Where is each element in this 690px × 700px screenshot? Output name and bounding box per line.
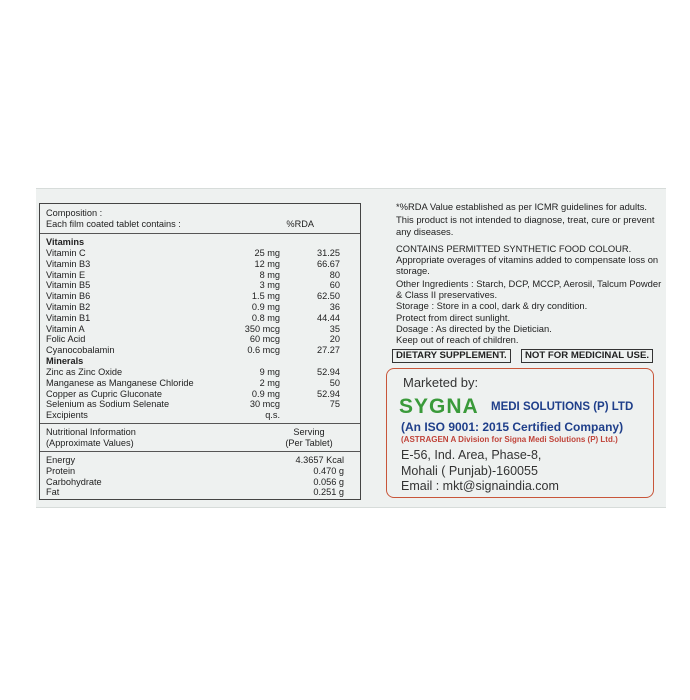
ingredient-name: Selenium as Sodium Selenate xyxy=(46,399,170,410)
other-ingredients: Other Ingredients : Starch, DCP, MCCP, Aerosil, Talcum Powder & Class II preservatives. xyxy=(396,277,662,301)
rda-header: %RDA xyxy=(286,219,314,229)
ingredient-quantity: 3 mg xyxy=(259,280,280,291)
sunlight-note: Protect from direct sunlight. xyxy=(396,311,511,323)
diagnose-note: This product is not intended to diagnose, treat, cure or prevent any diseases. xyxy=(396,214,655,237)
ingredient-quantity: 9 mg xyxy=(259,367,280,377)
mineral-row xyxy=(46,389,354,400)
divider xyxy=(40,451,360,452)
marketer-box xyxy=(386,368,654,498)
vitamin-row xyxy=(46,313,354,324)
ingredient-rda: 80 xyxy=(329,269,340,280)
divider xyxy=(40,233,360,234)
address-line1: E-56, Ind. Area, Phase-8, xyxy=(401,448,542,462)
vitamin-row xyxy=(46,302,354,313)
ingredient-rda: 31.25 xyxy=(317,248,340,258)
divider xyxy=(40,423,360,424)
vitamins-heading-row xyxy=(46,237,354,248)
not-medicinal-tag: NOT FOR MEDICINAL USE. xyxy=(521,349,653,363)
storage-note: Storage : Store in a cool, dark & dry condition. xyxy=(396,300,588,312)
composition-heading-row xyxy=(46,208,354,219)
iso-line: (An ISO 9001: 2015 Certified Company) xyxy=(401,420,624,434)
ingredient-quantity: 350 mcg xyxy=(244,323,280,334)
ingredient-quantity: 0.6 mcg xyxy=(247,345,280,356)
ingredient-quantity: 0.8 mg xyxy=(251,312,280,323)
nutrient-value: 0.251 g xyxy=(313,487,344,498)
nutrient-name: Fat xyxy=(46,487,60,498)
ingredient-quantity: 30 mcg xyxy=(249,399,280,410)
composition-subheading-row xyxy=(46,219,354,230)
colour-note: CONTAINS PERMITTED SYNTHETIC FOOD COLOUR. xyxy=(396,242,632,254)
email-line: Email : mkt@signaindia.com xyxy=(401,479,559,493)
mineral-row xyxy=(46,410,354,421)
notes-section xyxy=(396,201,668,346)
composition-subheading: Each film coated tablet contains : xyxy=(46,219,181,229)
ingredient-rda: 36 xyxy=(329,302,340,312)
ingredient-name: Vitamin E xyxy=(46,269,86,280)
vitamin-row xyxy=(46,248,354,259)
ingredient-name: Vitamin A xyxy=(46,323,85,334)
ingredient-quantity: q.s. xyxy=(265,410,280,421)
ingredient-rda: 52.94 xyxy=(317,367,340,377)
ingredient-rda: 35 xyxy=(329,323,340,334)
ingredient-name: Vitamin B5 xyxy=(46,280,91,291)
ingredient-rda: 52.94 xyxy=(317,388,340,399)
vitamin-row xyxy=(46,324,354,335)
ingredient-name: Excipients xyxy=(46,410,88,421)
nutrition-heading-row xyxy=(46,427,354,438)
minerals-heading: Minerals xyxy=(46,356,84,366)
ingredient-rda: 44.44 xyxy=(317,312,340,323)
nutrient-name: Energy xyxy=(46,455,76,465)
vitamin-row xyxy=(46,270,354,281)
nutrient-name: Protein xyxy=(46,465,76,476)
ingredient-name: Vitamin B1 xyxy=(46,312,91,323)
minerals-heading-row xyxy=(46,356,354,367)
ingredient-quantity: 25 mg xyxy=(254,248,280,258)
ingredient-rda: 75 xyxy=(329,399,340,410)
ingredient-rda: 20 xyxy=(329,334,340,345)
ingredient-quantity: 60 mcg xyxy=(249,334,280,345)
vitamin-row xyxy=(46,259,354,270)
ingredient-name: Cyanocobalamin xyxy=(46,345,115,356)
composition-heading: Composition : xyxy=(46,208,103,218)
serving-heading-line2: (Per Tablet) xyxy=(285,438,333,448)
vitamin-row xyxy=(46,280,354,291)
nutrient-value: 4.3657 Kcal xyxy=(295,455,344,465)
vitamins-heading: Vitamins xyxy=(46,237,85,247)
ingredient-quantity: 1.5 mg xyxy=(251,291,280,302)
nutrient-name: Carbohydrate xyxy=(46,476,102,487)
company-name: MEDI SOLUTIONS (P) LTD xyxy=(491,401,634,413)
composition-table xyxy=(39,203,361,500)
mineral-row xyxy=(46,399,354,410)
overage-note: Appropriate overages of vitamins added to compensate loss on storage. xyxy=(396,254,659,277)
nutrition-row xyxy=(46,487,354,498)
nutrition-row xyxy=(46,477,354,488)
serving-heading-line1: Serving xyxy=(293,427,325,437)
nutrition-subheading-row xyxy=(46,438,354,449)
nutrient-value: 0.056 g xyxy=(313,476,344,487)
mineral-row xyxy=(46,367,354,378)
nutrient-value: 0.470 g xyxy=(313,465,344,476)
mineral-row xyxy=(46,378,354,389)
nutrition-heading-line1: Nutritional Information xyxy=(46,427,136,437)
ingredient-rda: 60 xyxy=(329,280,340,291)
ingredient-name: Vitamin B6 xyxy=(46,291,91,302)
ingredient-name: Zinc as Zinc Oxide xyxy=(46,367,123,377)
ingredient-rda: 27.27 xyxy=(317,345,340,356)
dietary-supplement-tag: DIETARY SUPPLEMENT. xyxy=(392,349,511,363)
logo xyxy=(399,395,479,419)
ingredient-quantity: 8 mg xyxy=(259,269,280,280)
ingredient-quantity: 0.9 mg xyxy=(251,388,280,399)
ingredient-name: Manganese as Manganese Chloride xyxy=(46,377,194,388)
vitamin-row xyxy=(46,291,354,302)
vitamin-row xyxy=(46,345,354,356)
address-line2: Mohali ( Punjab)-160055 xyxy=(401,464,538,478)
ingredient-name: Vitamin B2 xyxy=(46,302,91,312)
ingredient-name: Vitamin C xyxy=(46,248,86,258)
division-line: (ASTRAGEN A Division for Signa Medi Solutions (P) Ltd.) xyxy=(401,435,618,444)
vitamin-row xyxy=(46,334,354,345)
ingredient-rda: 50 xyxy=(329,377,340,388)
nutrition-row xyxy=(46,455,354,466)
nutrition-heading-line2: (Approximate Values) xyxy=(46,438,134,448)
ingredient-quantity: 2 mg xyxy=(259,377,280,388)
ingredient-name: Folic Acid xyxy=(46,334,86,345)
rda-note: *%RDA Value established as per ICMR guidelines for adults. xyxy=(396,201,647,212)
ingredient-name: Copper as Cupric Gluconate xyxy=(46,388,162,399)
marketed-by-label: Marketed by: xyxy=(403,375,479,390)
ingredient-rda: 66.67 xyxy=(317,258,340,269)
dosage-note: Dosage : As directed by the Dietician. xyxy=(396,322,552,334)
ingredient-quantity: 0.9 mg xyxy=(251,302,280,312)
children-note: Keep out of reach of children. xyxy=(396,334,519,346)
ingredient-quantity: 12 mg xyxy=(254,258,280,269)
signa-logo: SYGNA xyxy=(399,395,479,418)
nutrition-row xyxy=(46,466,354,477)
ingredient-name: Vitamin B3 xyxy=(46,258,91,269)
ingredient-rda: 62.50 xyxy=(317,291,340,302)
